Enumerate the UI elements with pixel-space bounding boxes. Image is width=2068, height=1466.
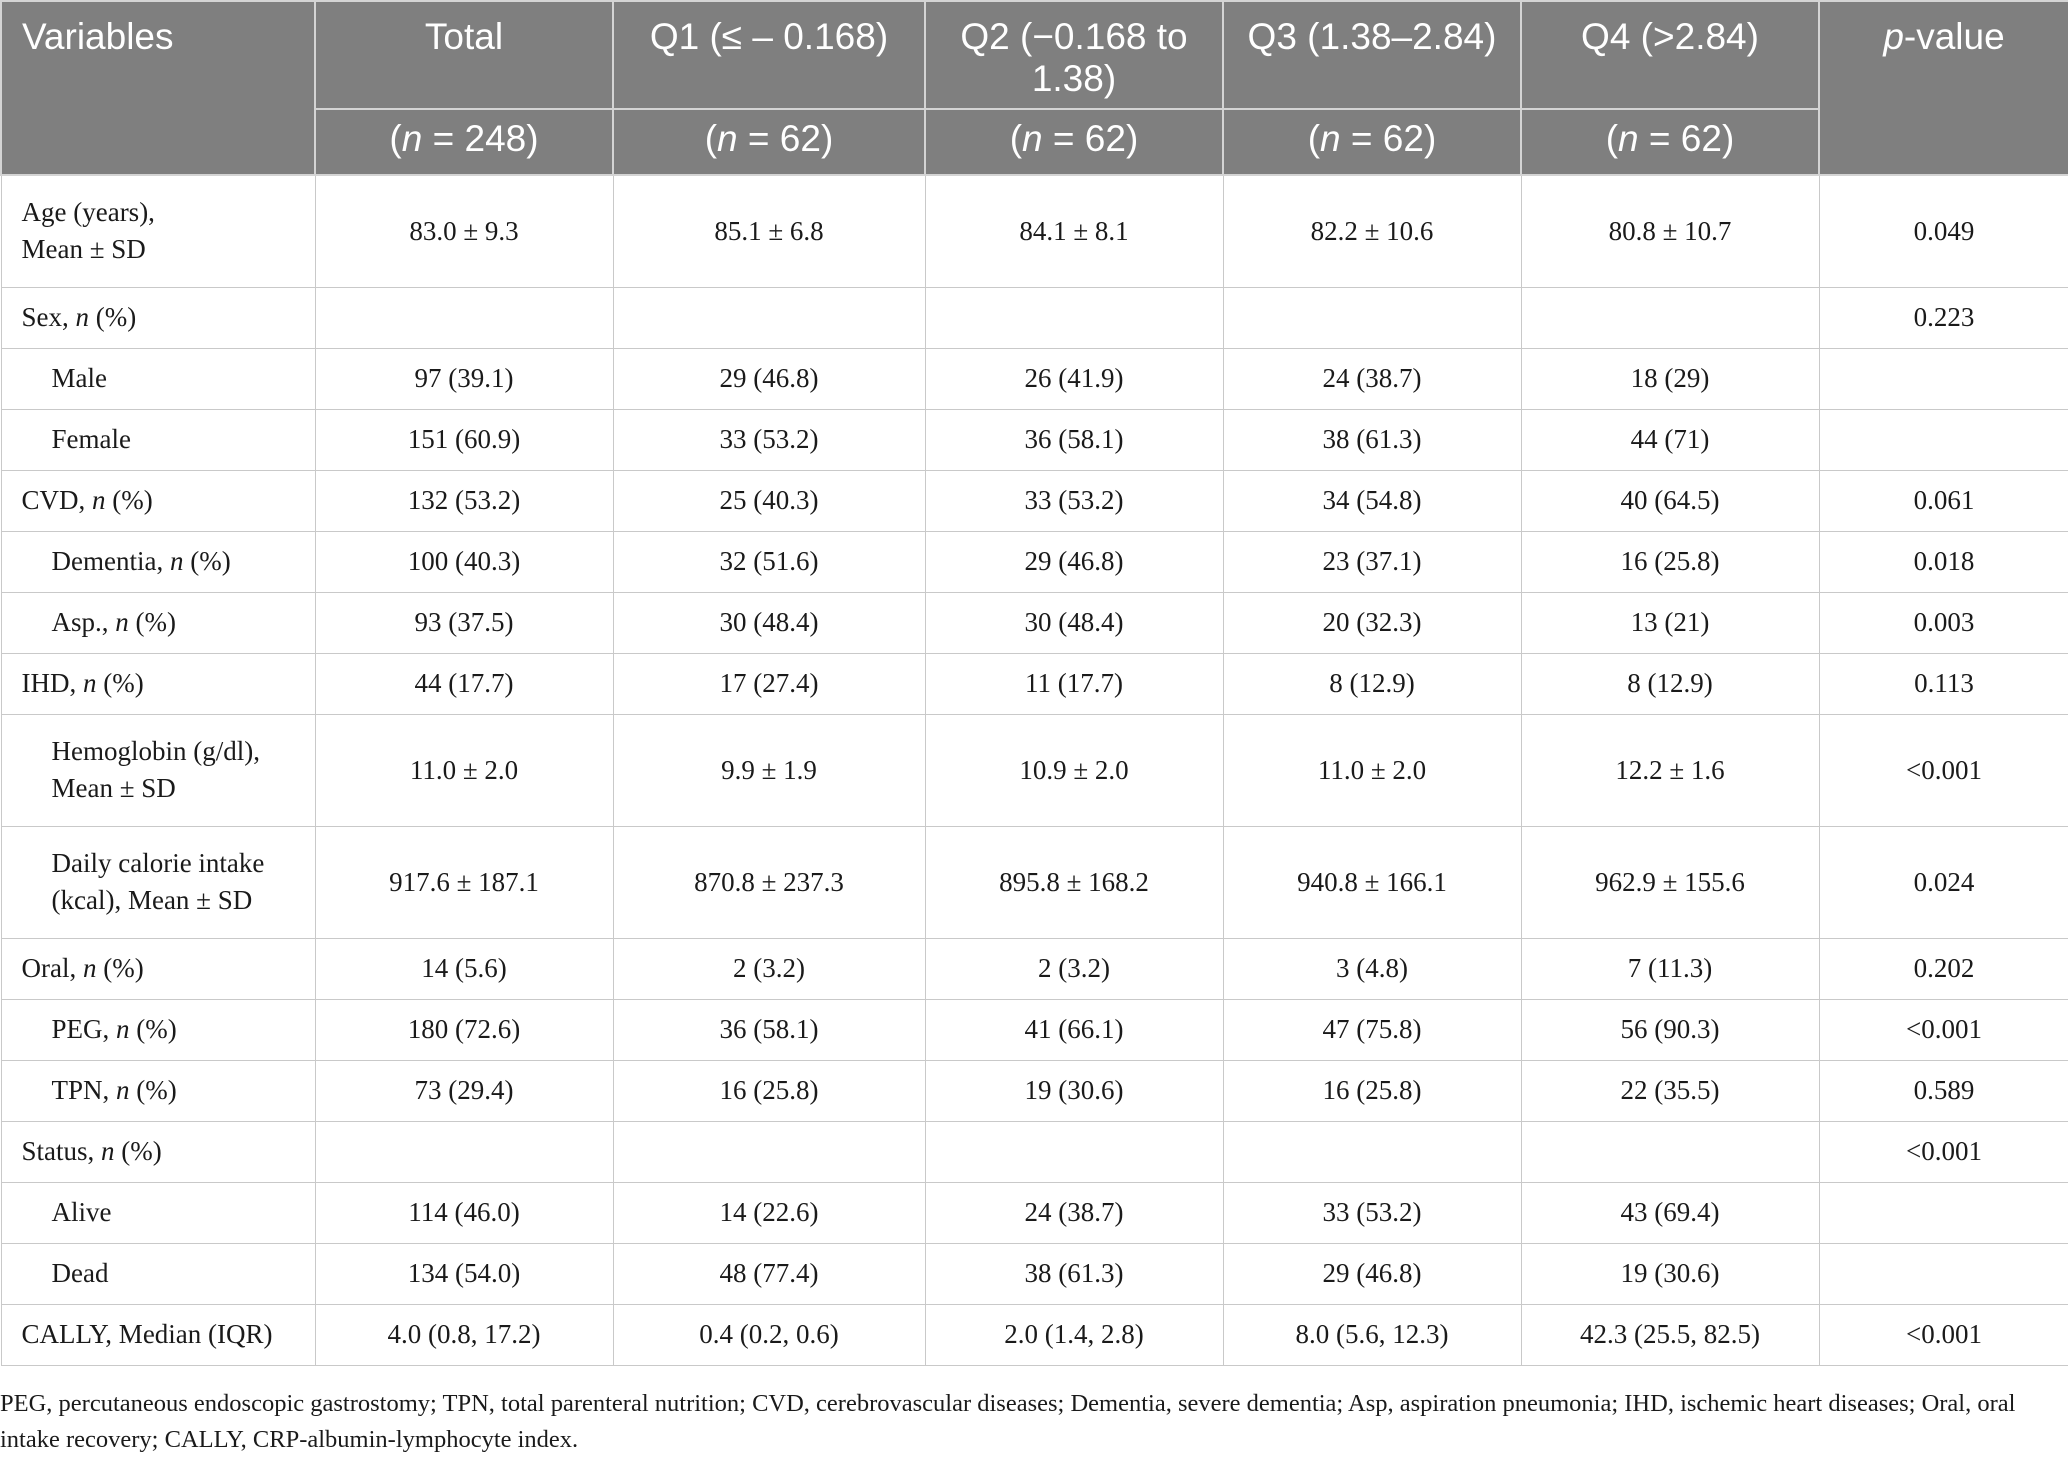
table-cell: 33 (53.2): [613, 409, 925, 470]
table-cell: 30 (48.4): [613, 592, 925, 653]
row-label-part: n: [83, 668, 97, 698]
header-q1: Q1 (≤ – 0.168): [613, 1, 925, 109]
table-cell: 73 (29.4): [315, 1060, 613, 1121]
table-body: [1, 175, 2068, 1365]
table-row: [1, 938, 2068, 999]
table-cell: 16 (25.8): [613, 1060, 925, 1121]
table-cell: 0.4 (0.2, 0.6): [613, 1304, 925, 1365]
row-label: [1, 999, 315, 1060]
row-label-line: Mean ± SD: [51, 773, 176, 803]
table-cell: 19 (30.6): [1521, 1243, 1819, 1304]
row-label-part: n: [169, 546, 184, 576]
table-cell: [1521, 1121, 1819, 1182]
row-label-part: n: [92, 485, 106, 515]
row-label-line: Mean ± SD: [21, 234, 146, 265]
row-label-part: CVD,: [21, 485, 93, 515]
table-row: [1, 592, 2068, 653]
table-cell: 134 (54.0): [315, 1243, 613, 1304]
table-cell: 24 (38.7): [1223, 348, 1521, 409]
table-cell: 0.061: [1819, 470, 2068, 531]
table-cell: 48 (77.4): [613, 1243, 925, 1304]
table-cell: 42.3 (25.5, 82.5): [1521, 1304, 1819, 1365]
row-label-part: Oral,: [21, 953, 83, 983]
table-cell: 14 (5.6): [315, 938, 613, 999]
row-label: [1, 1121, 315, 1182]
table-row: [1, 1182, 2068, 1243]
table-cell: 84.1 ± 8.1: [925, 175, 1223, 287]
table-cell: 8.0 (5.6, 12.3): [1223, 1304, 1521, 1365]
row-label-line: Age (years),: [21, 197, 155, 228]
row-label-part: (%): [89, 302, 137, 332]
row-label-part: (%): [114, 1136, 162, 1166]
table-cell: 10.9 ± 2.0: [925, 714, 1223, 826]
row-label: [1, 531, 315, 592]
row-label-part: (%): [183, 546, 231, 576]
table-cell: 33 (53.2): [1223, 1182, 1521, 1243]
header-n-q2: (n = 62): [925, 109, 1223, 175]
row-label-part: n: [116, 1014, 130, 1044]
row-label: [1, 348, 315, 409]
table-cell: 0.202: [1819, 938, 2068, 999]
row-label: [1, 287, 315, 348]
row-label-part: (%): [105, 485, 153, 515]
table-row: [1, 1304, 2068, 1365]
table-cell: 895.8 ± 168.2: [925, 826, 1223, 938]
row-label-part: n: [101, 1136, 115, 1166]
header-n-q3: (n = 62): [1223, 109, 1521, 175]
table-cell: 83.0 ± 9.3: [315, 175, 613, 287]
table-cell: 23 (37.1): [1223, 531, 1521, 592]
table-cell: [1223, 287, 1521, 348]
row-label-part: Alive: [51, 1197, 112, 1227]
row-label-part: (%): [129, 1014, 177, 1044]
table-cell: 940.8 ± 166.1: [1223, 826, 1521, 938]
table-cell: [315, 287, 613, 348]
table-cell: 4.0 (0.8, 17.2): [315, 1304, 613, 1365]
table-cell: 962.9 ± 155.6: [1521, 826, 1819, 938]
row-label: [1, 826, 315, 938]
table-cell: [925, 1121, 1223, 1182]
row-label-part: (%): [96, 953, 144, 983]
row-label-line: Daily calorie intake: [51, 848, 265, 878]
table-cell: 180 (72.6): [315, 999, 613, 1060]
table-cell: 12.2 ± 1.6: [1521, 714, 1819, 826]
table-cell: 38 (61.3): [925, 1243, 1223, 1304]
row-label: [1, 175, 315, 287]
table-cell: 16 (25.8): [1223, 1060, 1521, 1121]
table-cell: 3 (4.8): [1223, 938, 1521, 999]
row-label-part: CALLY, Median (IQR): [21, 1319, 273, 1349]
row-label: [1, 1182, 315, 1243]
table-cell: 7 (11.3): [1521, 938, 1819, 999]
table-cell: 19 (30.6): [925, 1060, 1223, 1121]
row-label-part: n: [82, 953, 97, 983]
row-label-part: Asp.,: [51, 607, 116, 637]
table-cell: [1521, 287, 1819, 348]
table-cell: 0.024: [1819, 826, 2068, 938]
row-label-part: n: [116, 1075, 130, 1105]
table-cell: 11.0 ± 2.0: [1223, 714, 1521, 826]
table-cell: 870.8 ± 237.3: [613, 826, 925, 938]
table-cell: 80.8 ± 10.7: [1521, 175, 1819, 287]
header-variables: Variables: [1, 1, 315, 175]
table-cell: 22 (35.5): [1521, 1060, 1819, 1121]
table-cell: 11 (17.7): [925, 653, 1223, 714]
table-row: [1, 653, 2068, 714]
header-q4: Q4 (>2.84): [1521, 1, 1819, 109]
row-label-part: n: [115, 607, 129, 637]
table-row: [1, 999, 2068, 1060]
table-cell: 2 (3.2): [925, 938, 1223, 999]
table-cell: 56 (90.3): [1521, 999, 1819, 1060]
table-cell: 97 (39.1): [315, 348, 613, 409]
table-cell: 13 (21): [1521, 592, 1819, 653]
table-header: [1, 1, 2068, 175]
row-label-part: PEG,: [51, 1014, 117, 1044]
row-label-part: IHD,: [21, 668, 83, 698]
row-label-part: Male: [51, 363, 107, 393]
row-label: [1, 1304, 315, 1365]
table-cell: 41 (66.1): [925, 999, 1223, 1060]
table-cell: 18 (29): [1521, 348, 1819, 409]
table-cell: 36 (58.1): [613, 999, 925, 1060]
table-cell: 917.6 ± 187.1: [315, 826, 613, 938]
row-label-part: (%): [96, 668, 144, 698]
table-footnote: PEG, percutaneous endoscopic gastrostomy; TPN, total parenteral nutrition; CVD, cerebrovascular diseases; Dementia, severe dementia; Asp, aspiration pneumonia; IHD, ischemic heart diseases; Oral, oral intake recovery; CALLY, CRP-albumin-lymphocyte index.: [0, 1390, 2016, 1453]
table-cell: 0.113: [1819, 653, 2068, 714]
table-cell: 114 (46.0): [315, 1182, 613, 1243]
table-cell: 100 (40.3): [315, 531, 613, 592]
table-cell: 17 (27.4): [613, 653, 925, 714]
table-cell: 82.2 ± 10.6: [1223, 175, 1521, 287]
header-p-rest: -value: [1903, 16, 2005, 57]
table-row: [1, 714, 2068, 826]
row-label-part: TPN,: [51, 1075, 117, 1105]
table-cell: 30 (48.4): [925, 592, 1223, 653]
table-cell: 20 (32.3): [1223, 592, 1521, 653]
row-label: [1, 592, 315, 653]
table-cell: 33 (53.2): [925, 470, 1223, 531]
table-cell: 40 (64.5): [1521, 470, 1819, 531]
header-q2: Q2 (−0.168 to 1.38): [925, 1, 1223, 109]
row-label-part: Female: [51, 424, 131, 454]
row-label-part: Dead: [51, 1258, 109, 1288]
table-cell: 29 (46.8): [1223, 1243, 1521, 1304]
table-cell: [1819, 348, 2068, 409]
header-total: Total: [315, 1, 613, 109]
table-cell: 2.0 (1.4, 2.8): [925, 1304, 1223, 1365]
row-label: [1, 1243, 315, 1304]
row-label: [1, 409, 315, 470]
table-cell: 32 (51.6): [613, 531, 925, 592]
table-cell: 16 (25.8): [1521, 531, 1819, 592]
row-label: [1, 653, 315, 714]
table-cell: 24 (38.7): [925, 1182, 1223, 1243]
table-cell: [315, 1121, 613, 1182]
row-label: [1, 470, 315, 531]
header-n-total: (n = 248): [315, 109, 613, 175]
table-cell: 34 (54.8): [1223, 470, 1521, 531]
table-row: [1, 287, 2068, 348]
table-cell: 2 (3.2): [613, 938, 925, 999]
row-label-part: Sex,: [21, 302, 76, 332]
table-cell: 8 (12.9): [1521, 653, 1819, 714]
table-cell: 36 (58.1): [925, 409, 1223, 470]
row-label-part: Dementia,: [51, 546, 170, 576]
header-p-italic: p: [1883, 16, 1904, 57]
table-cell: 29 (46.8): [613, 348, 925, 409]
table-cell: 93 (37.5): [315, 592, 613, 653]
table-cell: 14 (22.6): [613, 1182, 925, 1243]
table-row: [1, 348, 2068, 409]
table-cell: 151 (60.9): [315, 409, 613, 470]
table-cell: 44 (71): [1521, 409, 1819, 470]
table-cell: 43 (69.4): [1521, 1182, 1819, 1243]
table-row: [1, 409, 2068, 470]
table-cell: 9.9 ± 1.9: [613, 714, 925, 826]
table-row: [1, 470, 2068, 531]
row-label-part: n: [75, 302, 89, 332]
row-label: [1, 1060, 315, 1121]
row-label-line: (kcal), Mean ± SD: [51, 885, 253, 915]
table-cell: 0.589: [1819, 1060, 2068, 1121]
row-label: [1, 714, 315, 826]
header-row: [1, 1, 2068, 109]
table-cell: [613, 1121, 925, 1182]
table-cell: [613, 287, 925, 348]
row-label-part: (%): [128, 607, 176, 637]
header-n-q4: (n = 62): [1521, 109, 1819, 175]
table-cell: 47 (75.8): [1223, 999, 1521, 1060]
row-label-line: Hemoglobin (g/dl),: [51, 736, 260, 766]
row-label-part: Status,: [21, 1136, 102, 1166]
table-cell: 11.0 ± 2.0: [315, 714, 613, 826]
table-cell: [1819, 1243, 2068, 1304]
header-q3: Q3 (1.38–2.84): [1223, 1, 1521, 109]
row-label: [1, 938, 315, 999]
table-cell: <0.001: [1819, 1121, 2068, 1182]
table-cell: 26 (41.9): [925, 348, 1223, 409]
table-row: [1, 175, 2068, 287]
table-cell: 85.1 ± 6.8: [613, 175, 925, 287]
header-p-value: [1819, 1, 2068, 175]
table-cell: 25 (40.3): [613, 470, 925, 531]
header-n-q1: (n = 62): [613, 109, 925, 175]
row-label-part: (%): [129, 1075, 177, 1105]
table-cell: [1223, 1121, 1521, 1182]
table-cell: 132 (53.2): [315, 470, 613, 531]
table-cell: <0.001: [1819, 999, 2068, 1060]
table-cell: 38 (61.3): [1223, 409, 1521, 470]
table-cell: 0.003: [1819, 592, 2068, 653]
table-row: [1, 826, 2068, 938]
table-cell: [1819, 1182, 2068, 1243]
table-row: [1, 1243, 2068, 1304]
table-cell: 44 (17.7): [315, 653, 613, 714]
table-cell: [1819, 409, 2068, 470]
table-cell: 0.223: [1819, 287, 2068, 348]
table-cell: 8 (12.9): [1223, 653, 1521, 714]
table-cell: 29 (46.8): [925, 531, 1223, 592]
table-cell: 0.018: [1819, 531, 2068, 592]
table-row: [1, 1060, 2068, 1121]
table-cell: <0.001: [1819, 1304, 2068, 1365]
table-cell: <0.001: [1819, 714, 2068, 826]
table-cell: 0.049: [1819, 175, 2068, 287]
table-cell: [925, 287, 1223, 348]
table-row: [1, 1121, 2068, 1182]
table-row: [1, 531, 2068, 592]
